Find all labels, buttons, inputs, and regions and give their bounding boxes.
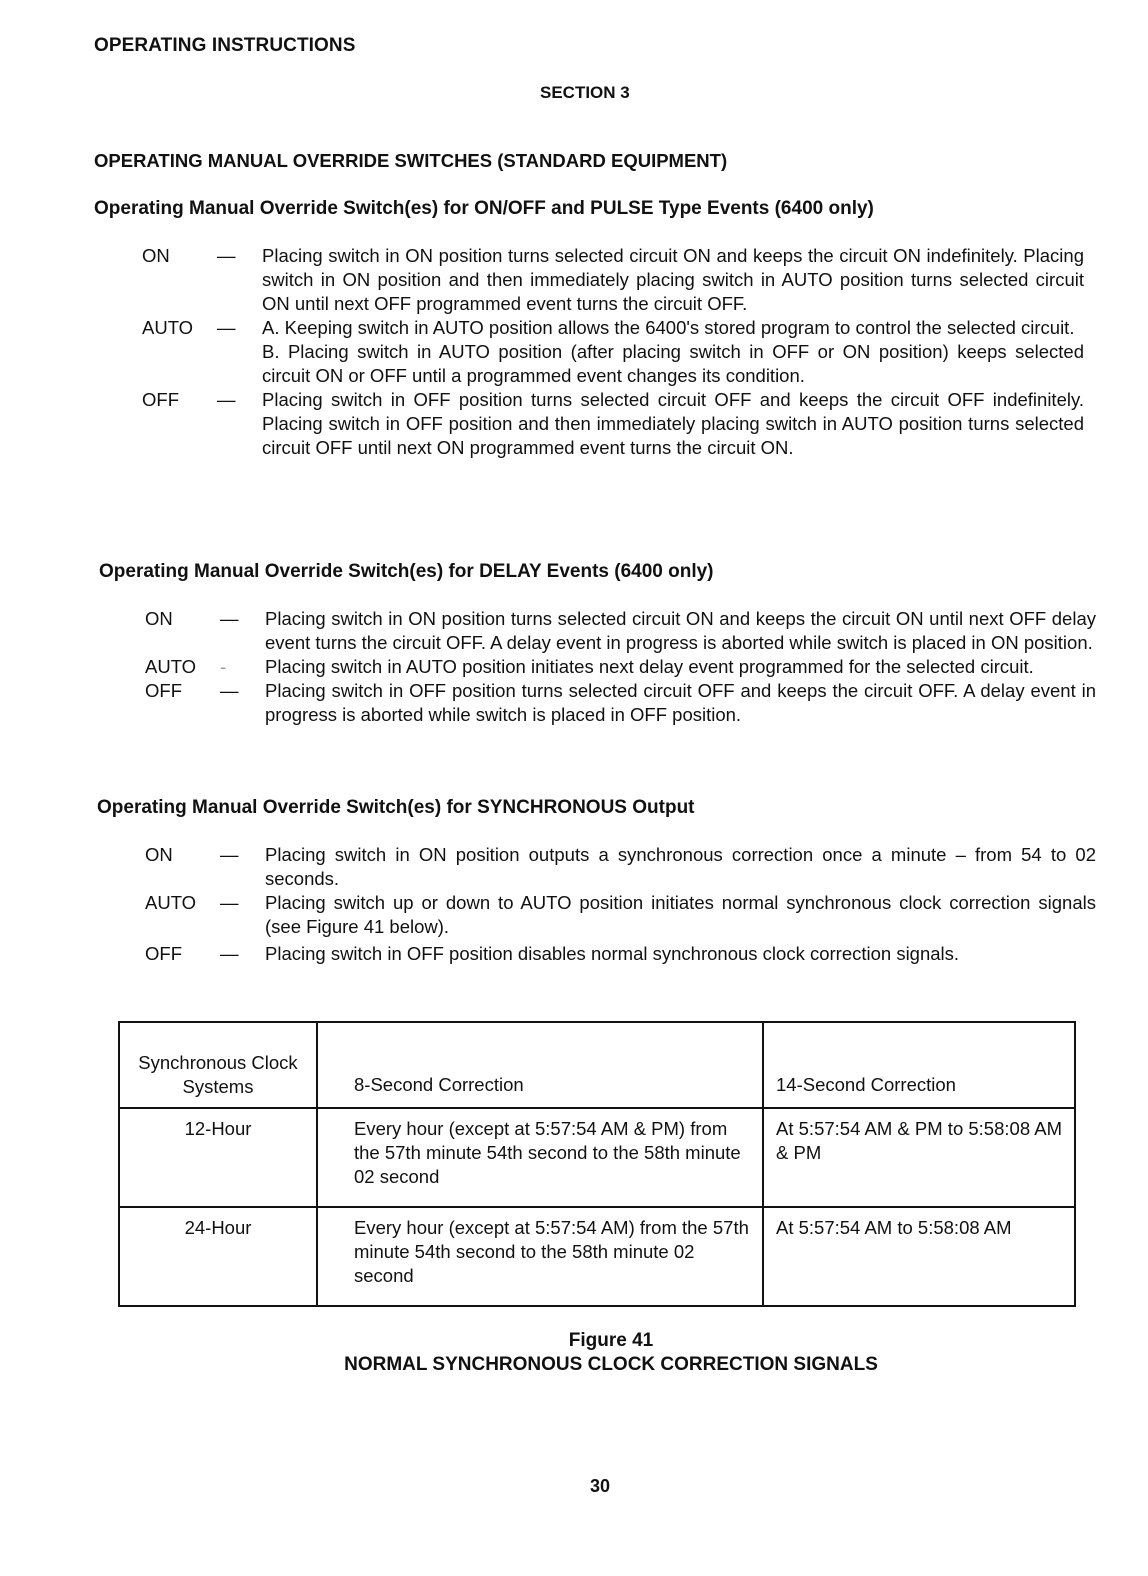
definition-text — [262, 244, 1084, 316]
definition-text — [265, 843, 1096, 891]
definition-term: ON — [145, 844, 173, 865]
definition-term: ON — [142, 245, 170, 266]
definition-dash: — — [217, 317, 236, 338]
definition-text — [262, 388, 1084, 460]
definition-dash: — — [220, 943, 239, 964]
definition-paragraph: Placing switch in ON position outputs a synchronous correction once a minute – from 54 to 02 seconds. — [265, 844, 1096, 889]
definition-row — [145, 607, 1096, 655]
onoff-pulse-definitions — [142, 244, 1084, 460]
definition-row — [145, 942, 1096, 966]
table-row — [119, 1108, 1075, 1207]
table-header-cell: Synchronous Clock Systems — [119, 1022, 317, 1108]
definition-text — [262, 316, 1084, 388]
definition-dash: — — [217, 245, 236, 266]
definition-paragraph: Placing switch in OFF position turns selected circuit OFF and keeps the circuit OFF indefinitely. Placing switch in OFF position and then immediately placing switch in AUTO position turns selected circuit OFF until next ON programmed event turns the circuit ON. — [262, 389, 1084, 458]
running-head: OPERATING INSTRUCTIONS — [94, 35, 356, 56]
table-cell: At 5:57:54 AM to 5:58:08 AM — [763, 1207, 1075, 1306]
sync-definitions — [145, 843, 1096, 966]
definition-dash: — — [220, 844, 239, 865]
table-cell: At 5:57:54 AM & PM to 5:58:08 AM & PM — [763, 1108, 1075, 1207]
definition-text — [265, 607, 1096, 655]
definition-term: OFF — [145, 680, 182, 701]
definition-paragraph: Placing switch in ON position turns selected circuit ON and keeps the circuit ON until next OFF delay event turns the circuit OFF. A delay event in progress is aborted while switch is placed in ON position. — [265, 608, 1096, 653]
table-cell: 12-Hour — [119, 1108, 317, 1207]
definition-row — [145, 679, 1096, 727]
definition-paragraph: Placing switch in ON position turns selected circuit ON and keeps the circuit ON indefinitely. Placing switch in ON position and then immediately placing switch in AUTO position turns selected circuit ON until next OFF programmed event turns the circuit OFF. — [262, 245, 1084, 314]
definition-term: AUTO — [142, 317, 194, 338]
table-header-cell: 14-Second Correction — [763, 1022, 1075, 1108]
clock-correction-table — [118, 1021, 1076, 1307]
figure-caption: NORMAL SYNCHRONOUS CLOCK CORRECTION SIGNALS — [344, 1354, 878, 1375]
definition-text — [265, 655, 1096, 679]
table-header-row — [119, 1022, 1075, 1108]
section-label: SECTION 3 — [540, 83, 630, 102]
definition-row — [145, 655, 1096, 679]
definition-dash: — — [220, 892, 239, 913]
table-row — [119, 1207, 1075, 1306]
figure-number: Figure 41 — [568, 1330, 654, 1351]
definition-term: OFF — [142, 389, 179, 410]
definition-text — [265, 679, 1096, 727]
definition-paragraph: Placing switch in OFF position turns selected circuit OFF and keeps the circuit OFF. A delay event in progress is aborted while switch is placed in OFF position. — [265, 680, 1096, 725]
definition-text — [265, 942, 1096, 966]
delay-definitions — [145, 607, 1096, 727]
delay-heading: Operating Manual Override Switch(es) for DELAY Events (6400 only) — [99, 561, 714, 582]
definition-row — [142, 316, 1084, 388]
definition-dash: — — [220, 608, 239, 629]
table-header-cell: 8-Second Correction — [317, 1022, 763, 1108]
main-title: OPERATING MANUAL OVERRIDE SWITCHES (STANDARD EQUIPMENT) — [94, 150, 728, 171]
definition-row — [142, 388, 1084, 460]
definition-row — [142, 244, 1084, 316]
table-cell: Every hour (except at 5:57:54 AM & PM) from the 57th minute 54th second to the 58th minute 02 second — [317, 1108, 763, 1207]
definition-text — [265, 891, 1096, 939]
onoff-pulse-heading: Operating Manual Override Switch(es) for ON/OFF and PULSE Type Events (6400 only) — [94, 198, 874, 219]
definition-term: ON — [145, 608, 173, 629]
definition-paragraph: Placing switch up or down to AUTO position initiates normal synchronous clock correction signals (see Figure 41 below). — [265, 892, 1096, 937]
definition-term: AUTO — [145, 656, 197, 677]
definition-paragraph: B. Placing switch in AUTO position (after placing switch in OFF or ON position) keeps selected circuit ON or OFF until a programmed event changes its condition. — [262, 341, 1084, 386]
definition-paragraph: Placing switch in OFF position disables normal synchronous clock correction signals. — [265, 943, 960, 964]
definition-paragraph: Placing switch in AUTO position initiates next delay event programmed for the selected circuit. — [265, 656, 1034, 677]
definition-dash: — — [220, 680, 239, 701]
definition-dash: - — [220, 656, 227, 677]
sync-heading: Operating Manual Override Switch(es) for SYNCHRONOUS Output — [97, 797, 695, 818]
table-cell: Every hour (except at 5:57:54 AM) from the 57th minute 54th second to the 58th minute 02 second — [317, 1207, 763, 1306]
definition-row — [145, 843, 1096, 891]
definition-term: AUTO — [145, 892, 197, 913]
definition-term: OFF — [145, 943, 182, 964]
table-cell: 24-Hour — [119, 1207, 317, 1306]
definition-row — [145, 891, 1096, 939]
definition-dash: — — [217, 389, 236, 410]
page-number: 30 — [590, 1476, 611, 1496]
definition-paragraph: A. Keeping switch in AUTO position allows the 6400's stored program to control the selected circuit. — [262, 317, 1075, 338]
